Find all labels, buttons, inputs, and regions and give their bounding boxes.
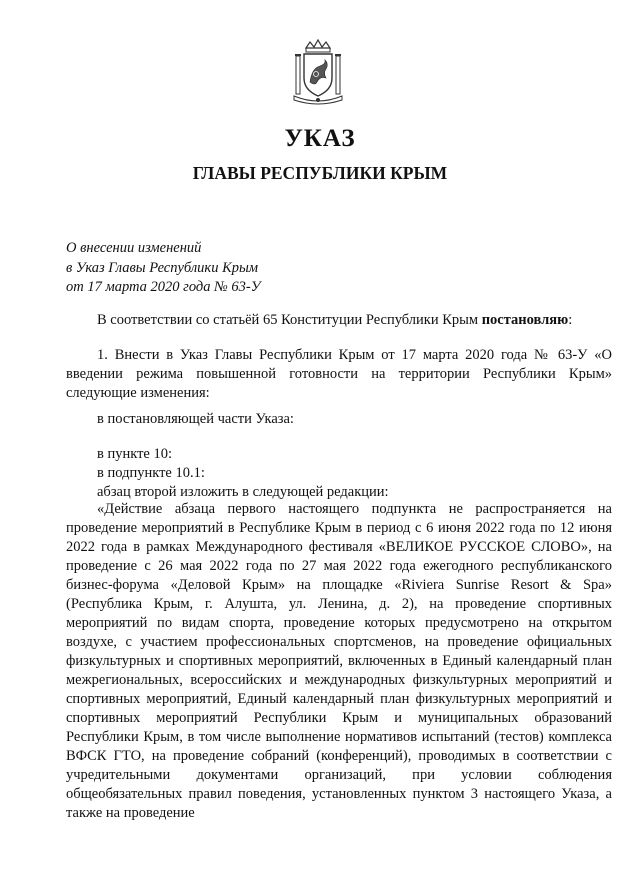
new-paragraph-text: «Действие абзаца первого настоящего подпункта не распространяется на проведение мероприятий в Республике Крым в период с 6 июня 2022 года по 12 июня 2022 года в рамках Международного фестиваля «ВЕЛИКОЕ РУССКОЕ СЛОВО», на проведение с 26 мая 2022 года по 27 мая 2022 года ежегодного республиканского бизнес-форума «Деловой Крым» на площадке «Riviera Sunrise Resort & Spa» (Республика Крым, г. Алушта, ул. Ленина, д. 2), на проведение спортивных мероприятий по видам спорта, проведение которых предусмотрено на открытом воздухе, с участием профессиональных спортсменов, на проведение официальных физкультурных и спортивных мероприятий, включенных в Единый календарный план межрегиональных, всероссийских и международных физкультурных мероприятий и спортивных мероприятий, Единый календарный план физкультурных мероприятий и спортивных мероприятий Республики Крым и муниципальных образований Республики Крым, в том числе выполнение нормативов испытаний (тестов) комплекса ВФСК ГТО, на проведение собраний (конференций), проводимых в соответствии с учредительными документами организаций, при условии соблюдения общеобязательных правил поведения, установленных пунктом 3 настоящего Указа, а также на проведение: [66, 501, 612, 821]
operative-part-line: в постановляющей части Указа:: [97, 411, 294, 427]
preamble-end: :: [568, 312, 573, 328]
subpoint-line: в подпункте 10.1:: [97, 465, 205, 481]
crimea-coat-of-arms-icon: [290, 38, 346, 106]
document-title: УКАЗ: [284, 125, 356, 152]
subject-line: в Указ Главы Республики Крым: [66, 259, 259, 276]
preamble-paragraph: [66, 311, 612, 330]
preamble-text: В соответствии со статьёй 65 Конституции Республики Крым: [97, 312, 482, 328]
document-subtitle: ГЛАВЫ РЕСПУБЛИКИ КРЫМ: [192, 163, 448, 183]
item-1-paragraph: 1. Внести в Указ Главы Республики Крым от 17 марта 2020 года № 63-У «О введении режима повышенной готовности на территории Республики Крым» следующие изменения:: [66, 347, 612, 401]
subject-line: от 17 марта 2020 года № 63-У: [66, 279, 261, 295]
subject-line: О внесении изменений: [66, 240, 202, 256]
preamble-bold: постановляю: [481, 312, 569, 328]
point-10-line: в пункте 10:: [97, 446, 173, 462]
paragraph-edit-line: абзац второй изложить в следующей редакции:: [97, 484, 389, 500]
document-subject: [66, 239, 366, 298]
